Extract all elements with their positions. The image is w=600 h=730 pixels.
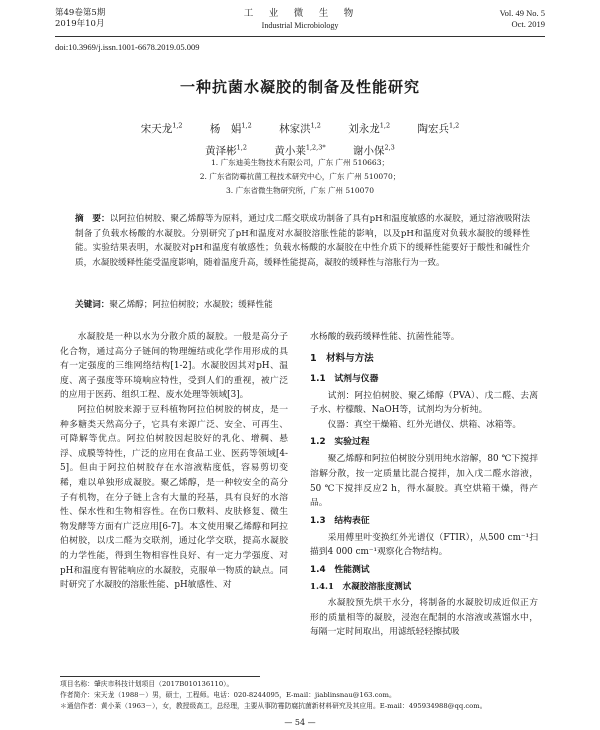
keywords: [75, 298, 530, 312]
affiliation: 3. 广东省微生物研究所，广东 广州 510070: [226, 186, 374, 195]
doi: doi:10.3969/j.issn.1001-6678.2019.05.009: [55, 42, 200, 52]
author: 宋天龙$^{1,2}$: [140, 121, 183, 135]
author: 黄小莱$^{1,2,3*}$: [274, 143, 326, 157]
subsection-heading: 1.1 试剂与仪器: [310, 373, 379, 384]
paragraph: 水凝胶是一种以水为分散介质的凝胶。一般是高分子化合物，通过高分子链间的物理缠结或化学作用形成的具有一定强度的三维网络结构[1-2]。水凝胶因其对pH、温度、离子强度等环境响应特性，受到人们的重视，被广泛的应用于医药、组织工程、废水处理等领域[3]。: [60, 332, 288, 401]
footnote: ＊通信作者：黄小莱（1963－），女，教授级高工，总经理，主要从事防霉防腐抗菌新材料研究及其应用。E-mail：495934988@qq.com。: [60, 702, 487, 710]
author: 杨 娟$^{1,2}$: [209, 121, 252, 135]
section-heading: 1 材料与方法: [310, 352, 374, 364]
page-title: 一种抗菌水凝胶的制备及性能研究: [179, 78, 420, 96]
paragraph: 试剂：阿拉伯树胶、聚乙烯醇（PVA）、戊二醛、去离子水、柠檬酸、NaOH等，试剂均为分析纯。: [310, 390, 538, 416]
header-divider: [55, 36, 545, 37]
volume-issue-cn: 第49卷第5期: [55, 8, 106, 18]
paragraph: 采用傅里叶变换红外光谱仪（FTIR），从500 cm⁻¹扫描到4 000 cm⁻¹观察化合物结构。: [310, 532, 538, 558]
footnotes: [60, 679, 545, 712]
volume-issue-en: Vol. 49 No. 5: [499, 8, 545, 18]
journal-name-en: Industrial Microbiology: [261, 21, 339, 30]
abstract-text: 以阿拉伯树胶、聚乙烯醇等为原料，通过戊二醛交联成功制备了具有pH和温度敏感的水凝胶，通过溶液吸附法制备了负载水杨酸的水凝胶。分别研究了pH和温度对水凝胶溶胀性能的影响，以及pH和温度对负载水凝胶的缓释性能。实验结果表明，水凝胶对pH和温度有敏感性；负载水杨酸的水凝胶在中性介质下的缓释性能要好于酸性和碱性介质，水凝胶缓释性能受温度影响，随着温度升高，缓释性能提高，凝胶的缓释性与溶胀行为一致。: [75, 214, 530, 268]
paragraph: 水凝胶预先烘干水分，将制备的水凝胶切成近似正方形的质量相等的凝胶，浸泡在配制的水溶液或蒸馏水中，每隔一定时间取出，用滤纸轻轻擦拭吸: [310, 597, 538, 638]
affiliation: 1. 广东迪美生物技术有限公司，广东 广州 510663；: [211, 158, 389, 167]
footnote: 项目名称：肇庆市科技计划项目（2017B010136110）。: [60, 680, 234, 688]
keywords-label: 关键词：: [75, 300, 110, 310]
author: 林家洪$^{1,2}$: [279, 121, 321, 135]
paragraph: 仪器：真空干燥箱、红外光谱仪、烘箱、冰箱等。: [327, 419, 522, 430]
author: 陶宏兵$^{1,2}$: [417, 121, 460, 135]
subsection-heading: 1.2 实验过程: [310, 437, 370, 448]
footnote: 作者简介：宋天龙（1988－）男，硕士，工程师。电话：020-8244095，E-mail：jiablinsnau@163.com。: [60, 691, 396, 699]
footnote-divider: [60, 676, 260, 677]
running-header: [55, 8, 545, 34]
issue-date-en: Oct. 2019: [511, 19, 545, 29]
paragraph: 聚乙烯醇和阿拉伯树胶分别用纯水溶解，80 ℃下搅拌溶解分散，按一定质量比混合搅拌，加入戊二醛水溶液，50 ℃下搅拌反应2 h，得水凝胶。真空烘箱干燥，得产品。: [310, 454, 538, 509]
abstract: [75, 212, 530, 270]
subsubsection-heading: 1.4.1 水凝胶溶胀度测试: [310, 581, 412, 592]
author: 谢小保$^{2,3}$: [352, 143, 395, 157]
journal-volume-info-en: [500, 8, 545, 30]
subsection-heading: 1.4 性能测试: [310, 564, 370, 575]
abstract-label: 摘 要：: [75, 214, 110, 224]
body-column-right: [310, 330, 538, 640]
page-number: — 54 —: [284, 718, 316, 727]
issue-date-cn: 2019年10月: [55, 19, 105, 29]
affiliation: 2. 广东省防霉抗菌工程技术研究中心，广东 广州 510070；: [199, 172, 401, 181]
author: 刘永龙$^{1,2}$: [348, 121, 391, 135]
author-list: [90, 116, 510, 161]
journal-name-cn: 工 业 微 生 物: [243, 8, 357, 19]
author: 黄泽彬$^{1,2}$: [205, 143, 247, 157]
paragraph: 水杨酸的载药缓释性能、抗菌性能等。: [310, 332, 460, 342]
body-column-left: [60, 330, 288, 593]
subsection-heading: 1.3 结构表征: [310, 515, 370, 526]
affiliations: [0, 156, 600, 198]
keywords-text: 聚乙烯醇；阿拉伯树胶；水凝胶；缓释性能: [109, 300, 273, 310]
paragraph: 阿拉伯树胶来源于豆科植物阿拉伯树胶的树皮，是一种多糖类天然高分子，它具有来源广泛、安全、可再生、可降解等优点。阿拉伯树胶因起胶好的乳化、增稠、悬浮、成膜等特性，广泛的应用在食品工业、医药等领域[4-5]。但由于阿拉伯树胶存在水溶液粘度低，容易剪切变稀，难以单独形成凝胶。聚乙烯醇，是一种较安全的高分子有机物，在分子链上含有大量的羟基，具有良好的水溶性、保水性和生物相容性。在伤口敷料、皮肤修复、微生物发酵等方面有广泛应用[6-7]。本文使用聚乙烯醇和阿拉伯树胶，以戊二醛为交联剂，通过化学交联，提高水凝胶的力学性能，得到生物相容性良好、有一定力学强度、对pH和温度有智能响应的水凝胶，克服单一物质的缺点。同时研究了水凝胶的溶胀性能、pH敏感性、对: [60, 404, 288, 591]
